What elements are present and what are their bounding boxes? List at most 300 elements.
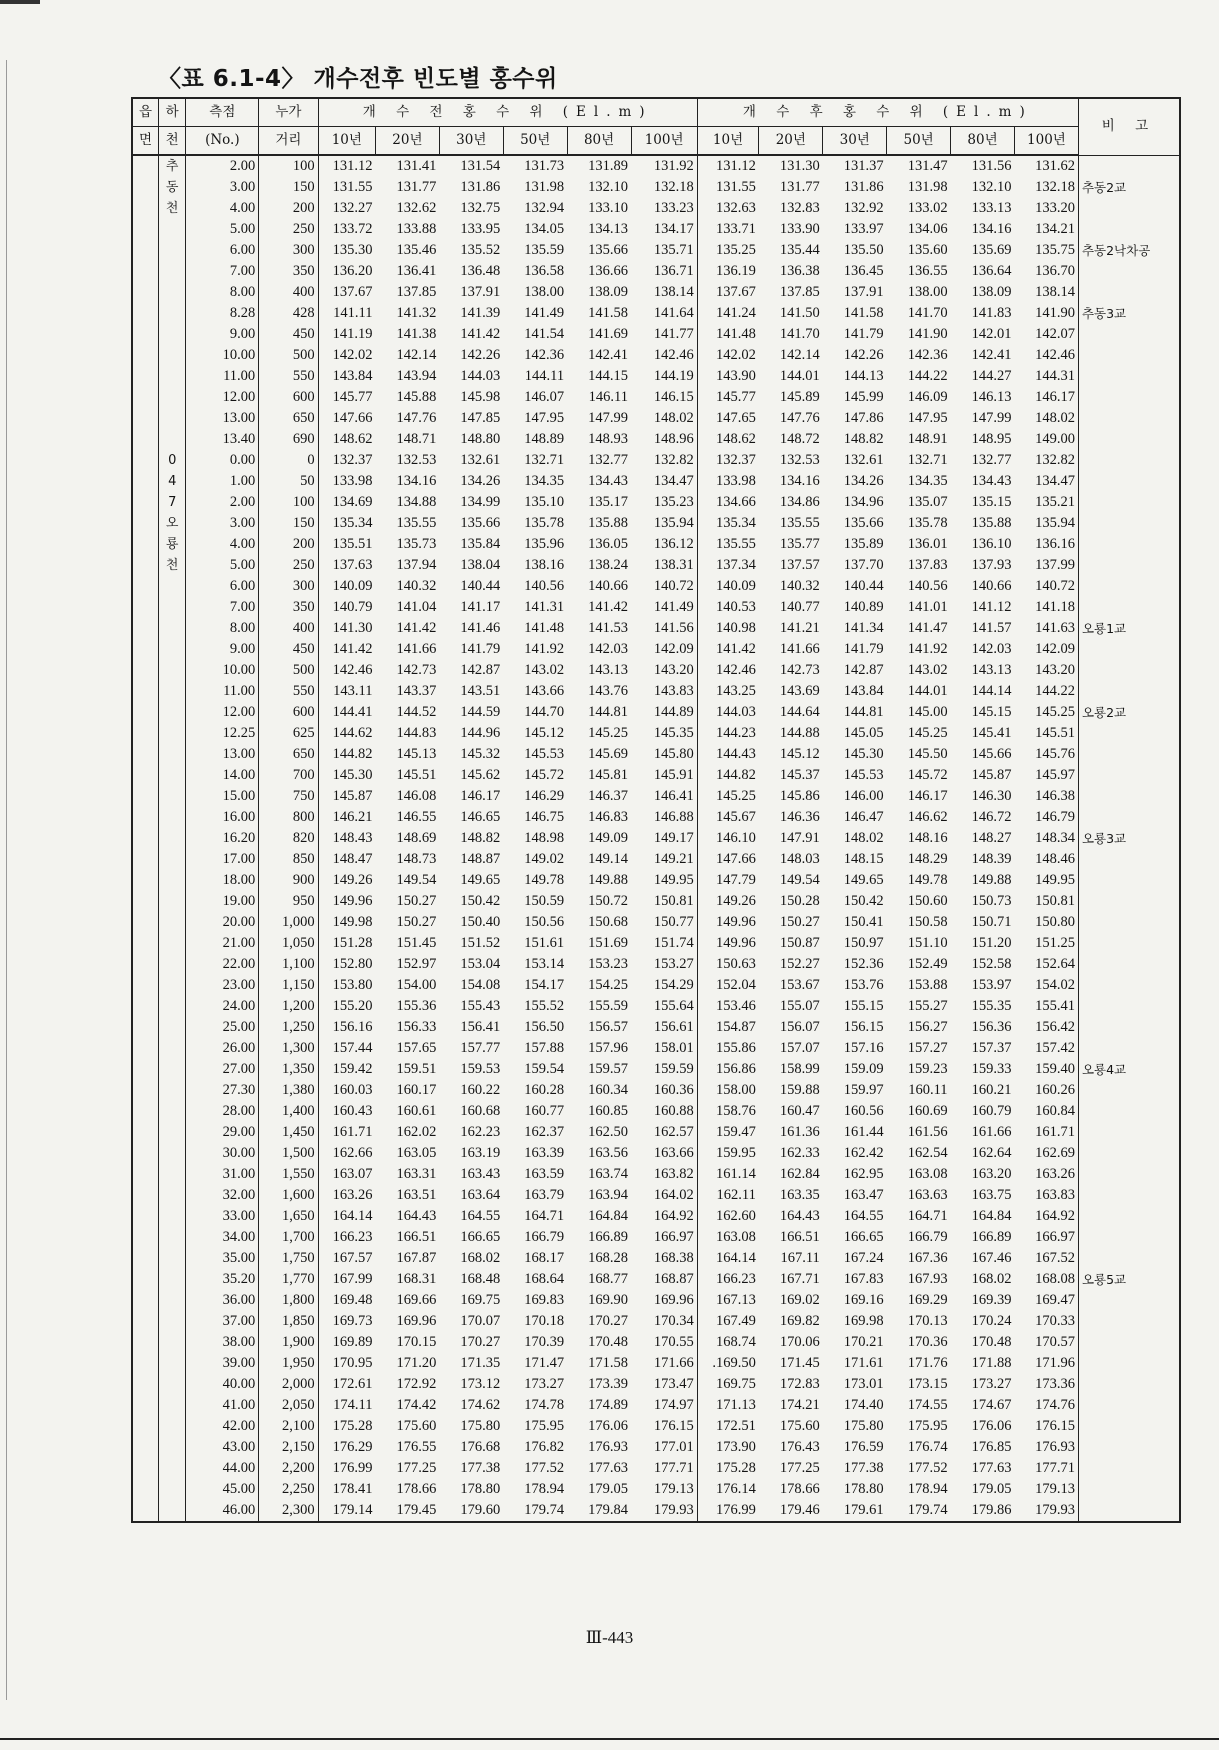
cell-after-50yr: 166.79	[907, 1229, 948, 1245]
cell-after-10yr: 169.75	[697, 1374, 759, 1395]
table-row	[132, 1458, 1180, 1479]
cell-river	[158, 723, 186, 744]
cell-before-50yr: 145.53	[524, 746, 565, 762]
cell-before-80yr: 164.84	[588, 1208, 629, 1224]
cell-before-50yr: 175.95	[524, 1418, 565, 1434]
cell-before-10yr: 146.21	[318, 807, 375, 828]
cell-after-20yr: 178.66	[779, 1481, 820, 1497]
cell-after-80yr: 179.05	[971, 1481, 1012, 1497]
cell-before-10yr: 136.20	[318, 261, 375, 282]
cell-before-30yr: 166.65	[460, 1229, 501, 1245]
cell-before-100yr: 134.47	[653, 473, 694, 489]
cell-before-50yr: 148.89	[524, 431, 565, 447]
cell-after-80yr: 176.85	[971, 1439, 1012, 1455]
cell-before-20yr: 164.43	[396, 1208, 437, 1224]
cell-station: 23.00	[186, 975, 259, 996]
cell-before-10yr: 143.11	[318, 681, 375, 702]
cell-river	[158, 1332, 186, 1353]
cell-after-20yr: 137.57	[779, 557, 820, 573]
table-row	[132, 1080, 1180, 1101]
cell-before-20yr: 159.51	[396, 1061, 437, 1077]
cell-after-10yr: 141.24	[697, 303, 759, 324]
cell-before-80yr: 159.57	[588, 1061, 629, 1077]
cell-before-100yr: 160.36	[653, 1082, 694, 1098]
cell-river	[158, 996, 186, 1017]
cell-after-20yr: 147.76	[779, 410, 820, 426]
cell-remark	[1078, 1500, 1180, 1522]
cell-before-30yr: 140.44	[460, 578, 501, 594]
cell-after-30yr: 174.40	[843, 1397, 884, 1413]
cell-eupmyeon	[132, 324, 158, 345]
cell-station: 31.00	[186, 1164, 259, 1185]
cell-before-30yr: 138.04	[460, 557, 501, 573]
cell-before-50yr: 170.39	[524, 1334, 565, 1350]
cell-eupmyeon	[132, 1185, 158, 1206]
cell-cumdist: 1,250	[259, 1017, 318, 1038]
cell-station: 32.00	[186, 1185, 259, 1206]
cell-after-10yr: 159.47	[697, 1122, 759, 1143]
cell-after-10yr: 140.53	[697, 597, 759, 618]
cell-before-10yr: 141.11	[318, 303, 375, 324]
cell-after-50yr: 147.95	[907, 410, 948, 426]
cell-remark	[1078, 555, 1180, 576]
cell-before-10yr: 155.20	[318, 996, 375, 1017]
cell-river: 0	[158, 450, 186, 471]
cell-after-20yr: 153.67	[779, 977, 820, 993]
cell-before-80yr: 142.03	[588, 641, 629, 657]
cell-before-100yr: 166.97	[653, 1229, 694, 1245]
cell-after-80yr: 145.87	[971, 767, 1012, 783]
header-before-30yr: 30년	[439, 127, 503, 156]
cell-after-50yr: 134.06	[907, 221, 948, 237]
table-row	[132, 660, 1180, 681]
cell-before-10yr: 148.43	[318, 828, 375, 849]
cell-before-50yr: 155.52	[524, 998, 565, 1014]
cell-remark	[1078, 1101, 1180, 1122]
cell-before-100yr: 142.09	[653, 641, 694, 657]
cell-after-30yr: 177.38	[843, 1460, 884, 1476]
cell-river	[158, 1227, 186, 1248]
cell-before-30yr: 170.27	[460, 1334, 501, 1350]
cell-eupmyeon	[132, 387, 158, 408]
cell-station: 11.00	[186, 681, 259, 702]
cell-remark	[1078, 1038, 1180, 1059]
cell-after-100yr: 154.02	[1035, 977, 1075, 993]
cell-before-20yr: 141.38	[396, 326, 437, 342]
cell-after-50yr: 136.01	[907, 536, 948, 552]
cell-remark	[1078, 996, 1180, 1017]
cell-cumdist: 1,600	[259, 1185, 318, 1206]
cell-station: 4.00	[186, 534, 259, 555]
cell-cumdist: 1,300	[259, 1038, 318, 1059]
cell-after-30yr: 157.16	[843, 1040, 884, 1056]
cell-after-20yr: 146.36	[779, 809, 820, 825]
cell-after-50yr: 151.10	[907, 935, 948, 951]
cell-river	[158, 765, 186, 786]
cell-after-80yr: 148.95	[971, 431, 1012, 447]
cell-after-10yr: 142.46	[697, 660, 759, 681]
cell-after-80yr: 148.27	[971, 830, 1012, 846]
cell-after-80yr: 179.86	[971, 1502, 1012, 1518]
cell-after-30yr: 166.65	[843, 1229, 884, 1245]
cell-station: 34.00	[186, 1227, 259, 1248]
cell-after-30yr: 149.65	[843, 872, 884, 888]
cell-remark	[1078, 912, 1180, 933]
cell-remark	[1078, 1206, 1180, 1227]
cell-river	[158, 891, 186, 912]
cell-before-10yr: 142.02	[318, 345, 375, 366]
cell-after-20yr: 176.43	[779, 1439, 820, 1455]
cell-after-30yr: 179.61	[843, 1502, 884, 1518]
cell-after-20yr: 135.55	[779, 515, 820, 531]
cell-after-10yr: 162.11	[697, 1185, 759, 1206]
cell-remark	[1078, 366, 1180, 387]
table-title: 〈표 6.1-4〉 개수전후 빈도별 홍수위	[158, 66, 558, 92]
cell-before-20yr: 162.02	[396, 1124, 437, 1140]
cell-before-80yr: 154.25	[588, 977, 629, 993]
cell-after-100yr: 142.09	[1035, 641, 1075, 657]
cell-before-20yr: 177.25	[396, 1460, 437, 1476]
cell-before-10yr: 166.23	[318, 1227, 375, 1248]
cell-river	[158, 660, 186, 681]
header-cumdist-2: 거리	[259, 127, 318, 156]
table-row	[132, 828, 1180, 849]
cell-before-50yr: 136.58	[524, 263, 565, 279]
cell-before-20yr: 134.88	[396, 494, 437, 510]
cell-after-50yr: 174.55	[907, 1397, 948, 1413]
cell-station: 17.00	[186, 849, 259, 870]
table-row	[132, 1500, 1180, 1522]
cell-after-50yr: 136.55	[907, 263, 948, 279]
cell-before-80yr: 162.50	[588, 1124, 629, 1140]
cell-after-30yr: 176.59	[843, 1439, 884, 1455]
cell-before-20yr: 137.85	[396, 284, 437, 300]
cell-before-80yr: 145.81	[588, 767, 629, 783]
cell-before-20yr: 168.31	[396, 1271, 437, 1287]
cell-before-80yr: 157.96	[588, 1040, 629, 1056]
cell-after-50yr: 149.78	[907, 872, 948, 888]
cell-after-10yr: 147.65	[697, 408, 759, 429]
cell-station: 19.00	[186, 891, 259, 912]
cell-station: 3.00	[186, 177, 259, 198]
cell-before-30yr: 134.99	[460, 494, 501, 510]
cell-remark	[1078, 1164, 1180, 1185]
cell-before-20yr: 132.53	[396, 452, 437, 468]
cell-after-50yr: 160.11	[908, 1082, 948, 1098]
cell-before-80yr: 177.63	[588, 1460, 629, 1476]
cell-after-10yr: 173.90	[697, 1437, 759, 1458]
cell-before-100yr: 177.01	[653, 1439, 694, 1455]
cell-before-10yr: 140.09	[318, 576, 375, 597]
cell-station: 13.00	[186, 744, 259, 765]
cell-remark	[1078, 597, 1180, 618]
cell-after-80yr: 143.13	[971, 662, 1012, 678]
cell-before-80yr: 141.58	[588, 305, 629, 321]
cell-cumdist: 1,000	[259, 912, 318, 933]
cell-before-30yr: 142.26	[460, 347, 501, 363]
cell-after-50yr: 164.71	[907, 1208, 948, 1224]
cell-before-100yr: 171.66	[653, 1355, 694, 1371]
cell-station: 8.28	[186, 303, 259, 324]
cell-before-20yr: 150.27	[396, 893, 437, 909]
cell-cumdist: 150	[259, 177, 318, 198]
cell-station: 7.00	[186, 597, 259, 618]
cell-before-30yr: 163.19	[460, 1145, 501, 1161]
cell-after-10yr: 146.10	[697, 828, 759, 849]
cell-after-10yr: 156.86	[697, 1059, 759, 1080]
cell-after-100yr: 148.34	[1035, 830, 1075, 846]
cell-after-100yr: 176.93	[1035, 1439, 1075, 1455]
cell-before-50yr: 141.92	[524, 641, 565, 657]
cell-after-80yr: 152.58	[971, 956, 1012, 972]
cell-after-100yr: 146.17	[1035, 389, 1075, 405]
cell-before-10yr: 148.62	[318, 429, 375, 450]
cell-before-30yr: 142.87	[460, 662, 501, 678]
cell-before-30yr: 144.96	[460, 725, 501, 741]
cell-station: 14.00	[186, 765, 259, 786]
cell-cumdist: 550	[259, 681, 318, 702]
cell-before-50yr: 144.70	[524, 704, 565, 720]
cell-after-50yr: 176.74	[907, 1439, 948, 1455]
cell-after-10yr: 148.62	[697, 429, 759, 450]
cell-before-10yr: 147.66	[318, 408, 375, 429]
cell-after-10yr: 145.77	[697, 387, 759, 408]
cell-after-30yr: 178.80	[843, 1481, 884, 1497]
cell-before-100yr: 132.18	[653, 179, 694, 195]
cell-before-100yr: 145.80	[653, 746, 694, 762]
cell-before-50yr: 141.49	[524, 305, 565, 321]
cell-before-30yr: 141.46	[460, 620, 501, 636]
cell-river: 천	[158, 198, 186, 219]
cell-before-100yr: 142.46	[653, 347, 694, 363]
cell-before-10yr: 141.42	[318, 639, 375, 660]
cell-after-50yr: 146.17	[907, 788, 948, 804]
cell-station: 28.00	[186, 1101, 259, 1122]
cell-before-30yr: 135.66	[460, 515, 501, 531]
cell-river	[158, 261, 186, 282]
cell-station: 35.20	[186, 1269, 259, 1290]
cell-after-80yr: 153.97	[971, 977, 1012, 993]
cell-cumdist: 0	[259, 450, 318, 471]
table-row	[132, 471, 1180, 492]
cell-after-20yr: 159.88	[779, 1082, 820, 1098]
cell-remark	[1078, 261, 1180, 282]
cell-eupmyeon	[132, 744, 158, 765]
cell-before-10yr: 169.73	[318, 1311, 375, 1332]
cell-eupmyeon	[132, 912, 158, 933]
cell-before-30yr: 132.75	[460, 200, 501, 216]
cell-after-100yr: 163.26	[1035, 1166, 1075, 1182]
cell-after-10yr: 166.23	[697, 1269, 759, 1290]
header-station-2: (No.)	[186, 127, 259, 156]
cell-river	[158, 219, 186, 240]
cell-remark	[1078, 660, 1180, 681]
cell-cumdist: 1,550	[259, 1164, 318, 1185]
table-header	[132, 98, 1180, 155]
cell-cumdist: 1,380	[259, 1080, 318, 1101]
cell-before-80yr: 144.81	[588, 704, 629, 720]
cell-after-100yr: 159.40	[1035, 1061, 1075, 1077]
cell-before-30yr: 150.42	[460, 893, 501, 909]
cell-station: 6.00	[186, 240, 259, 261]
cell-eupmyeon	[132, 155, 158, 177]
cell-before-50yr: 150.59	[524, 893, 565, 909]
cell-after-80yr: 144.14	[971, 683, 1012, 699]
cell-after-100yr: 136.16	[1035, 536, 1075, 552]
cell-before-20yr: 135.73	[396, 536, 437, 552]
cell-after-50yr: 135.07	[907, 494, 948, 510]
cell-remark	[1078, 282, 1180, 303]
cell-after-50yr: 141.47	[907, 620, 948, 636]
cell-after-10yr: 175.28	[697, 1458, 759, 1479]
cell-after-80yr: 135.88	[971, 515, 1012, 531]
table-row	[132, 534, 1180, 555]
cell-cumdist: 450	[259, 324, 318, 345]
cell-river	[158, 1101, 186, 1122]
cell-before-30yr: 144.03	[460, 368, 501, 384]
cell-station: 38.00	[186, 1332, 259, 1353]
cell-after-20yr: 169.02	[779, 1292, 820, 1308]
cell-river	[158, 1017, 186, 1038]
header-after-30yr: 30년	[823, 127, 887, 156]
cell-after-80yr: 145.15	[971, 704, 1012, 720]
cell-after-80yr: 146.13	[971, 389, 1012, 405]
cell-before-100yr: 132.82	[653, 452, 694, 468]
table-row	[132, 849, 1180, 870]
cell-before-80yr: 141.53	[588, 620, 629, 636]
cell-remark	[1078, 1458, 1180, 1479]
cell-after-80yr: 162.64	[971, 1145, 1012, 1161]
cell-eupmyeon	[132, 723, 158, 744]
cell-after-30yr: 137.70	[843, 557, 884, 573]
cell-river	[158, 1248, 186, 1269]
cell-after-10yr: 145.25	[697, 786, 759, 807]
cell-before-100yr: 134.17	[653, 221, 694, 237]
cell-before-10yr: 137.63	[318, 555, 375, 576]
cell-before-100yr: 136.12	[653, 536, 694, 552]
table-row	[132, 177, 1180, 198]
table-row	[132, 1017, 1180, 1038]
cell-before-10yr: 179.14	[318, 1500, 375, 1522]
cell-eupmyeon	[132, 366, 158, 387]
cell-before-30yr: 144.59	[460, 704, 501, 720]
cell-before-80yr: 143.76	[588, 683, 629, 699]
cell-eupmyeon	[132, 198, 158, 219]
cell-eupmyeon	[132, 1332, 158, 1353]
cell-before-30yr: 170.07	[460, 1313, 501, 1329]
table-row	[132, 1038, 1180, 1059]
cell-cumdist: 1,650	[259, 1206, 318, 1227]
cell-before-50yr: 144.11	[524, 368, 565, 384]
cell-station: 26.00	[186, 1038, 259, 1059]
cell-river	[158, 387, 186, 408]
cell-before-50yr: 173.27	[524, 1376, 565, 1392]
cell-after-80yr: 142.01	[971, 326, 1012, 342]
cell-after-20yr: 152.27	[779, 956, 820, 972]
cell-after-10yr: 142.02	[697, 345, 759, 366]
cell-eupmyeon	[132, 1269, 158, 1290]
cell-after-20yr: 132.83	[779, 200, 820, 216]
cell-cumdist: 250	[259, 555, 318, 576]
table-row	[132, 870, 1180, 891]
table-row	[132, 597, 1180, 618]
cell-before-30yr: 162.23	[460, 1124, 501, 1140]
cell-before-100yr: 148.02	[653, 410, 694, 426]
cell-after-30yr: 169.16	[843, 1292, 884, 1308]
cell-before-100yr: 168.38	[653, 1250, 694, 1266]
cell-cumdist: 1,800	[259, 1290, 318, 1311]
cell-after-50yr: 169.29	[907, 1292, 948, 1308]
cell-before-30yr: 151.52	[460, 935, 501, 951]
table-row	[132, 429, 1180, 450]
cell-after-20yr: 141.50	[779, 305, 820, 321]
cell-station: 5.00	[186, 555, 259, 576]
cell-after-80yr: 134.43	[971, 473, 1012, 489]
cell-after-80yr: 141.83	[971, 305, 1012, 321]
cell-after-50yr: 135.78	[907, 515, 948, 531]
cell-after-10yr: 149.26	[697, 891, 759, 912]
cell-eupmyeon	[132, 1059, 158, 1080]
cell-before-30yr: 173.12	[460, 1376, 501, 1392]
cell-before-10yr: 151.28	[318, 933, 375, 954]
table-row	[132, 954, 1180, 975]
cell-before-100yr: 144.89	[653, 704, 694, 720]
cell-river	[158, 933, 186, 954]
cell-before-30yr: 135.52	[460, 242, 501, 258]
cell-before-10yr: 131.55	[318, 177, 375, 198]
cell-cumdist: 1,700	[259, 1227, 318, 1248]
cell-before-50yr: 138.00	[524, 284, 565, 300]
cell-after-30yr: 132.61	[843, 452, 884, 468]
cell-before-30yr: 179.60	[460, 1502, 501, 1518]
cell-after-20yr: 145.89	[779, 389, 820, 405]
cell-after-100yr: 164.92	[1035, 1208, 1075, 1224]
cell-before-20yr: 134.16	[396, 473, 437, 489]
cell-after-20yr: 148.72	[779, 431, 820, 447]
cell-before-100yr: 159.59	[653, 1061, 694, 1077]
cell-eupmyeon	[132, 492, 158, 513]
cell-after-10yr: 154.87	[697, 1017, 759, 1038]
header-before-50yr: 50년	[503, 127, 567, 156]
cell-before-10yr: 160.03	[318, 1080, 375, 1101]
cell-eupmyeon	[132, 618, 158, 639]
cell-before-10yr: 156.16	[318, 1017, 375, 1038]
cell-before-80yr: 132.77	[588, 452, 629, 468]
cell-eupmyeon	[132, 534, 158, 555]
cell-after-20yr: 150.27	[779, 914, 820, 930]
cell-station: 27.30	[186, 1080, 259, 1101]
cell-eupmyeon	[132, 1038, 158, 1059]
cell-remark	[1078, 933, 1180, 954]
cell-before-20yr: 141.04	[396, 599, 437, 615]
cell-after-30yr: 152.36	[843, 956, 884, 972]
cell-after-10yr: 145.67	[697, 807, 759, 828]
cell-before-80yr: 135.88	[588, 515, 629, 531]
cell-before-50yr: 156.50	[524, 1019, 565, 1035]
cell-before-30yr: 174.62	[460, 1397, 501, 1413]
cell-before-20yr: 155.36	[396, 998, 437, 1014]
cell-after-80yr: 160.21	[971, 1082, 1012, 1098]
cell-after-80yr: 169.39	[971, 1292, 1012, 1308]
header-after-20yr: 20년	[759, 127, 823, 156]
cell-after-50yr: 153.88	[907, 977, 948, 993]
cell-before-50yr: 142.36	[524, 347, 565, 363]
cell-after-100yr: 136.70	[1035, 263, 1075, 279]
cell-station: 18.00	[186, 870, 259, 891]
cell-eupmyeon	[132, 219, 158, 240]
cell-before-80yr: 134.43	[588, 473, 629, 489]
cell-after-20yr: 169.82	[779, 1313, 820, 1329]
